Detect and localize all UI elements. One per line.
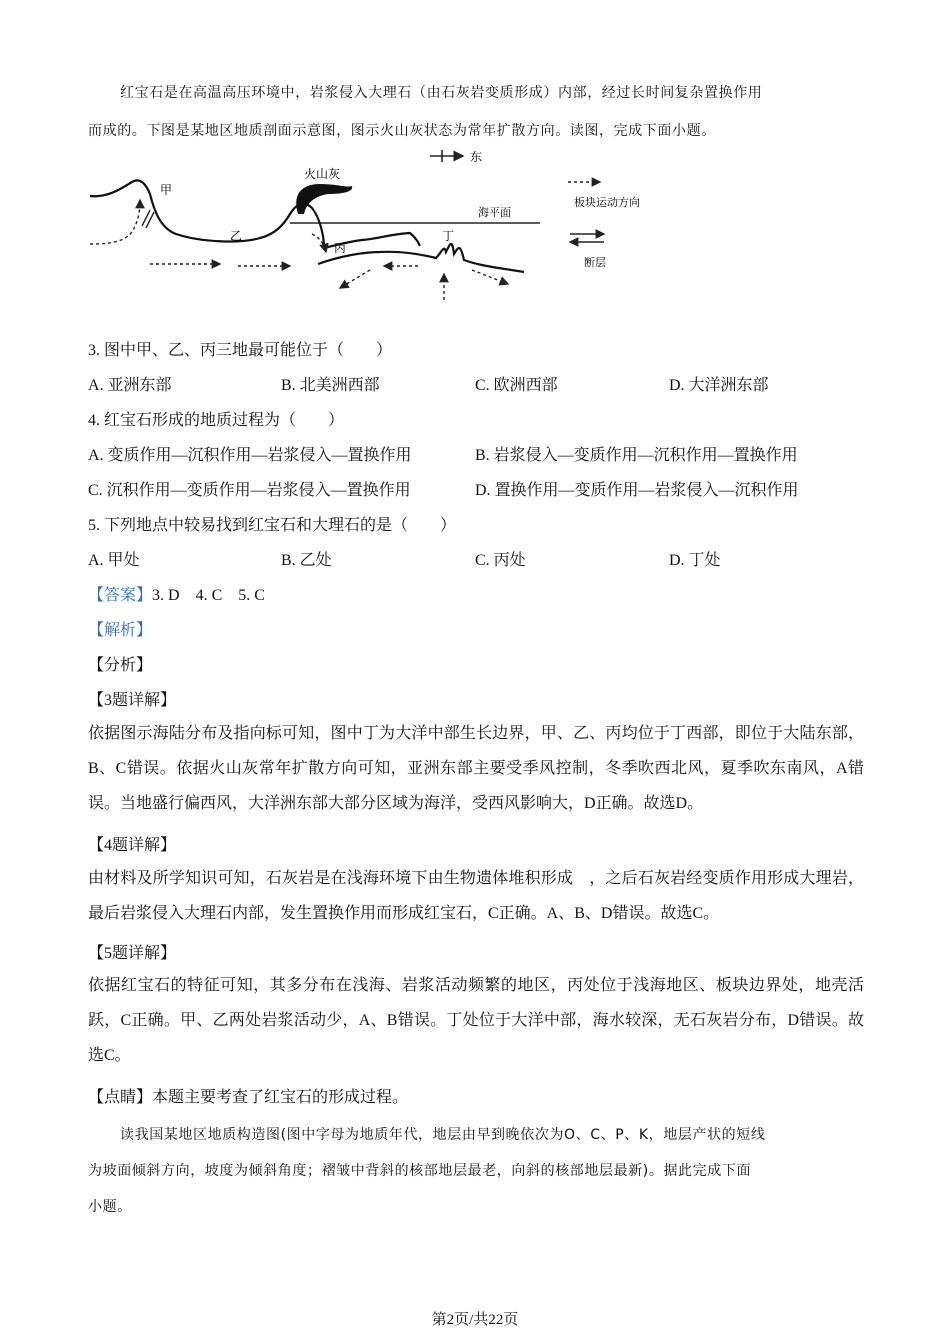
east-label: 东: [470, 150, 483, 164]
q5-option-b: B. 乙处: [281, 552, 332, 569]
next-intro-line-1: 读我国某地区地质构造图(图中字母为地质年代，地层由早到晚依次为O、C、P、K，地层产状的短线: [120, 1127, 766, 1143]
detail-5-tag: 【5题详解】: [88, 945, 177, 962]
answer-line: [88, 582, 265, 605]
label-jia: 甲: [160, 183, 173, 197]
dianjing-tag: 【点睛】: [88, 1089, 153, 1106]
page-number: 第2页/共22页: [431, 1312, 519, 1328]
q4-option-b: B. 岩浆侵入—变质作用—沉积作用—置换作用: [475, 447, 798, 464]
intro-line-1: 红宝石是在高温高压环境中，岩浆侵入大理石（由石灰岩变质形成）内部，经过长时间复杂置换作用: [120, 85, 763, 101]
q4-stem: 4. 红宝石形成的地质过程为（ ）: [88, 412, 345, 429]
dianjing-line: [88, 1084, 408, 1107]
intro-line-2: 而成的。下图是某地区地质剖面示意图，图示火山灰状态为常年扩散方向。读图，完成下面小题。: [88, 123, 716, 139]
dianjing-text: 本题主要考查了红宝石的形成过程。: [152, 1089, 409, 1106]
q4-option-d: D. 置换作用—变质作用—岩浆侵入—沉积作用: [475, 482, 799, 499]
q3-option-b: B. 北美洲西部: [281, 377, 380, 394]
q3-stem: 3. 图中甲、乙、丙三地最可能位于（ ）: [88, 342, 393, 359]
label-ding: 丁: [442, 229, 455, 243]
answer-text: 3. D 4. C 5. C: [152, 587, 265, 604]
q3-option-a: A. 亚洲东部: [88, 377, 172, 394]
ocean-floor-profile: [318, 244, 524, 272]
sea-level-label: 海平面: [478, 206, 511, 219]
answer-tag: 【答案】: [88, 587, 153, 604]
q4-option-a: A. 变质作用—沉积作用—岩浆侵入—置换作用: [88, 447, 412, 464]
q5-stem: 5. 下列地点中较易找到红宝石和大理石的是（ ）: [88, 517, 457, 534]
q5-option-c: C. 丙处: [475, 552, 526, 569]
volcanic-ash-label: 火山灰: [304, 167, 341, 181]
legend-plate-motion: 板块运动方向: [574, 196, 640, 209]
terrain-profile: [90, 180, 420, 248]
fenxi-tag: 【分析】: [88, 657, 153, 674]
analysis-tag: 【解析】: [88, 622, 153, 639]
detail-5-body: 依据红宝石的特征可知，其多分布在浅海、岩浆活动频繁的地区，丙处位于浅海地区、板块边界处，地壳活跃，C正确。甲、乙两处岩浆活动少，A、B错误。丁处位于大洋中部，海水较深，无石灰岩分布，D错误。故选C。: [88, 977, 864, 1064]
legend-fault: 断层: [584, 256, 606, 269]
q3-option-c: C. 欧洲西部: [475, 377, 558, 394]
detail-4-tag: 【4题详解】: [88, 837, 177, 854]
q3-option-d: D. 大洋洲东部: [669, 377, 769, 394]
next-intro-line-2: 为坡面倾斜方向，坡度为倾斜角度；褶皱中背斜的核部地层最老，向斜的核部地层最新)。据此完成下面: [88, 1163, 752, 1179]
detail-3-body: 依据图示海陆分布及指向标可知，图中丁为大洋中部生长边界，甲、乙、丙均位于丁西部，即位于大陆东部，B、C错误。依据火山灰常年扩散方向可知，亚洲东部主要受季风控制，冬季吹西北风，夏季吹东南风，A错误。当地盛行偏西风，大洋洲东部大部分区域为海洋，受西风影响大，D正确。故选D。: [88, 725, 864, 812]
detail-3-tag: 【3题详解】: [88, 692, 177, 709]
detail-4-body: 由材料及所学知识可知，石灰岩是在浅海环境下由生物遗体堆积形成 ，之后石灰岩经变质作用形成大理岩，最后岩浆侵入大理石内部，发生置换作用而形成红宝石，C正确。A、B、D错误。故选C。: [88, 870, 864, 922]
label-yi: 乙: [230, 229, 243, 243]
volcanic-ash-plume: [296, 184, 352, 214]
q5-option-d: D. 丁处: [669, 552, 721, 569]
q5-option-a: A. 甲处: [88, 552, 140, 569]
next-intro-line-3: 小题。: [88, 1199, 132, 1215]
fault-symbol: [142, 210, 154, 228]
q4-option-c: C. 沉积作用—变质作用—岩浆侵入—置换作用: [88, 482, 411, 499]
legend: [568, 182, 640, 269]
geologic-profile-diagram: [80, 148, 680, 308]
label-bing: 丙: [334, 241, 347, 255]
east-direction-indicator: [430, 150, 482, 164]
